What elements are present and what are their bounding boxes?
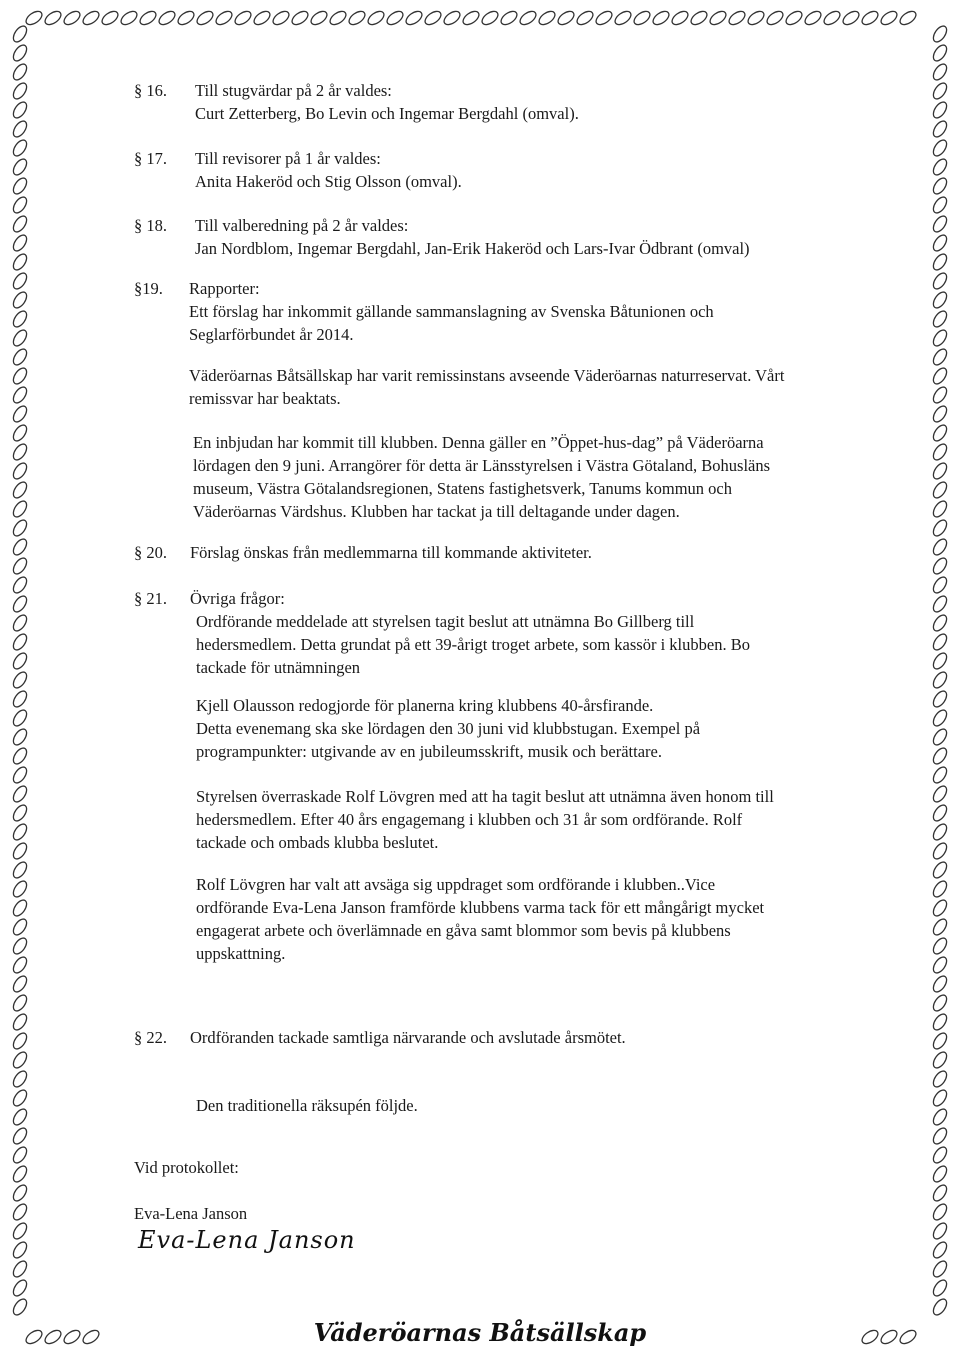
section-number: § 16. xyxy=(134,81,167,100)
section-number: § 17. xyxy=(134,149,167,168)
paragraph-40-ar xyxy=(196,694,700,763)
paragraph-line: programpunkter: utgivande av en jubileumsskrift, musik och berättare. xyxy=(196,742,662,761)
protocol-label: Vid protokollet: xyxy=(134,1158,239,1177)
section-text: Jan Nordblom, Ingemar Bergdahl, Jan-Erik Hakeröd och Lars-Ivar Ödbrant (omval) xyxy=(195,239,750,258)
paragraph-line: Väderöarnas Båtsällskap har varit remissinstans avseende Väderöarnas naturreservat. Vårt xyxy=(189,366,785,385)
paragraph-line: museum, Västra Götalandsregionen, Statens fastighetsverk, Tanums kommun och xyxy=(193,479,732,498)
section-number: § 21. xyxy=(134,589,167,608)
section-text: hedersmedlem. Detta grundat på ett 39-årigt troget arbete, som kassör i klubben. Bo xyxy=(196,635,750,654)
section-text: Ordförande meddelade att styrelsen tagit beslut att utnämna Bo Gillberg till xyxy=(196,612,695,631)
paragraph-line: Styrelsen överraskade Rolf Lövgren med att ha tagit beslut att utnämna även honom till xyxy=(196,787,774,806)
section-heading: Ordföranden tackade samtliga närvarande och avslutade årsmötet. xyxy=(190,1028,626,1047)
section-text: Curt Zetterberg, Bo Levin och Ingemar Bergdahl (omval). xyxy=(195,104,579,123)
section-heading: Rapporter: xyxy=(189,279,260,298)
paragraph-line: ordförande Eva-Lena Janson framförde klubbens varma tack för ett mångårigt mycket xyxy=(196,898,765,917)
paragraph-line: Väderöarnas Värdshus. Klubben har tackat ja till deltagande under dagen. xyxy=(193,502,680,521)
paragraph-line: Detta evenemang ska ske lördagen den 30 juni vid klubbstugan. Exempel på xyxy=(196,719,701,738)
paragraph-line: Kjell Olausson redogjorde för planerna kring klubbens 40-årsfirande. xyxy=(196,696,654,715)
paragraph-line: hedersmedlem. Efter 40 års engagemang i klubben och 31 år som ordförande. Rolf xyxy=(196,810,743,829)
section-heading: Förslag önskas från medlemmarna till kommande aktiviteter. xyxy=(190,543,592,562)
paragraph-line: uppskattning. xyxy=(196,944,286,963)
section-text: Seglarförbundet år 2014. xyxy=(189,325,354,344)
section-number: §19. xyxy=(134,279,163,298)
section-heading: Till valberedning på 2 år valdes: xyxy=(195,216,409,235)
paragraph-line: Rolf Lövgren har valt att avsäga sig uppdraget som ordförande i klubben..Vice xyxy=(196,875,716,894)
section-text: Ett förslag har inkommit gällande sammanslagning av Svenska Båtunionen och xyxy=(189,302,714,321)
paragraph-avgang xyxy=(196,873,764,965)
paragraph-raksupe xyxy=(196,1094,418,1117)
section-number: § 20. xyxy=(134,543,167,562)
section-number: § 22. xyxy=(134,1028,167,1047)
paragraph-line: engagerat arbete och överlämnade en gåva samt blommor som bevis på klubbens xyxy=(196,921,731,940)
secretary-name: Eva-Lena Janson xyxy=(134,1204,248,1223)
paragraph-line: tackade och ombads klubba beslutet. xyxy=(196,833,439,852)
section-text: Anita Hakeröd och Stig Olsson (omval). xyxy=(195,172,462,191)
handwritten-signature: Eva-Lena Janson xyxy=(138,1226,356,1254)
paragraph-oppet-hus xyxy=(193,431,770,523)
paragraph-line: Den traditionella räksupén följde. xyxy=(196,1096,418,1115)
paragraph-line: remissvar har beaktats. xyxy=(189,389,341,408)
section-heading: Till stugvärdar på 2 år valdes: xyxy=(195,81,392,100)
paragraph-line: En inbjudan har kommit till klubben. Denna gäller en ”Öppet-hus-dag” på Väderöarna xyxy=(193,433,764,452)
section-text: tackade för utnämningen xyxy=(196,658,361,677)
section-number: § 18. xyxy=(134,216,167,235)
paragraph-hedersmedlem xyxy=(196,785,774,854)
section-heading: Till revisorer på 1 år valdes: xyxy=(195,149,381,168)
paragraph-line: lördagen den 9 juni. Arrangörer för detta är Länsstyrelsen i Västra Götaland, Bohusläns xyxy=(193,456,771,475)
paragraph-naturreservat xyxy=(189,364,784,410)
club-name-footer: Väderöarnas Båtsällskap xyxy=(313,1318,647,1347)
section-heading: Övriga frågor: xyxy=(190,589,285,608)
